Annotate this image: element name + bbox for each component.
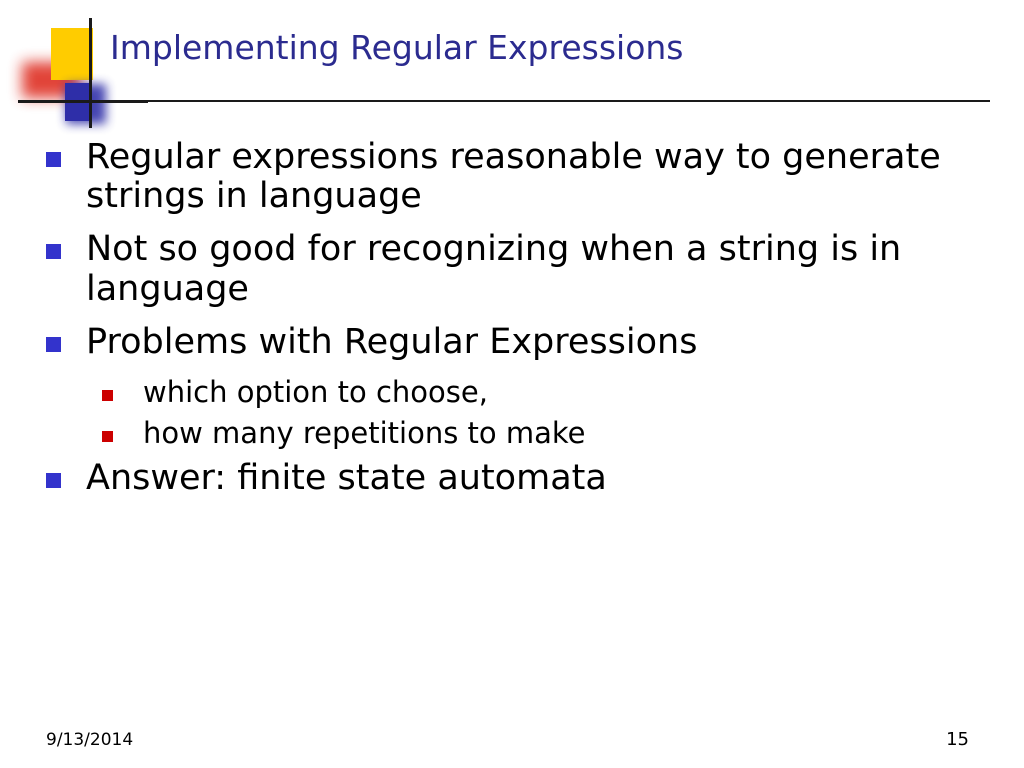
sub-bullet-marker-square-icon (102, 431, 113, 442)
bullet-text: Answer: finite state automata (86, 457, 607, 498)
logo-yellow-square-icon (51, 28, 93, 80)
bullet-marker-square-icon (46, 337, 61, 352)
bullet-item (40, 230, 990, 308)
bullet-item (40, 138, 990, 216)
bullet-marker-square-icon (46, 152, 61, 167)
bullet-marker-square-icon (46, 244, 61, 259)
logo-vertical-line (89, 18, 92, 128)
bullet-marker-square-icon (46, 473, 61, 488)
sub-bullet-text: how many repetitions to make (143, 416, 586, 451)
slide-body (40, 138, 990, 512)
bullet-item (40, 459, 990, 498)
slide-number: 15 (946, 729, 969, 750)
bullet-text: Not so good for recognizing when a string is in language (86, 229, 902, 309)
sub-bullet-item (40, 376, 990, 408)
slide-title: Implementing Regular Expressions (110, 28, 684, 67)
footer-date: 9/13/2014 (46, 730, 134, 750)
sub-bullet-marker-square-icon (102, 390, 113, 401)
title-divider (40, 100, 990, 102)
sub-bullet-text: which option to choose, (143, 374, 488, 409)
sub-bullet-item (40, 417, 990, 449)
bullet-text: Problems with Regular Expressions (86, 321, 698, 362)
bullet-item (40, 323, 990, 362)
bullet-text: Regular expressions reasonable way to generate strings in language (86, 137, 941, 217)
